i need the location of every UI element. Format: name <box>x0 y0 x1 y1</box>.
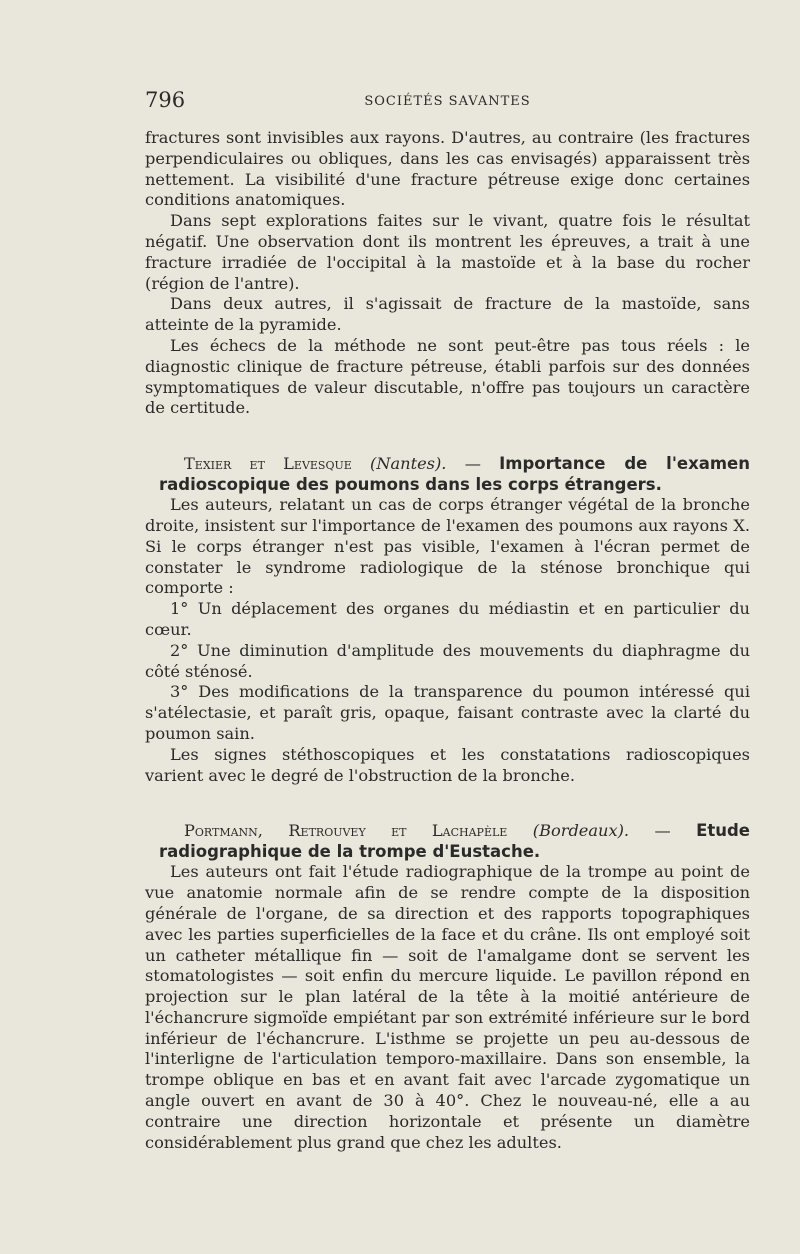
section-heading <box>145 820 750 862</box>
section-title: Importance de l'examen radioscopique des poumons dans les corps étrangers. <box>159 454 750 495</box>
paragraph: 1° Un déplacement des organes du médiastin et en particulier du cœur. <box>145 599 750 639</box>
section-separator: — <box>446 454 500 474</box>
paragraph: Dans deux autres, il s'agissait de fracture de la mastoïde, sans atteinte de la pyramide. <box>145 294 750 335</box>
section-place: (Bordeaux). <box>532 821 630 841</box>
paragraph: Les auteurs, relatant un cas de corps étranger végétal de la bronche droite, insistent sur l'importance de l'examen des poumons aux rayons X. Si le corps étranger n'est pas visible, l'examen à l'écran permet de constater le syndrome radiologique de la sténose bronchique qui comporte : <box>145 495 750 598</box>
section-place: (Nantes). <box>370 454 447 474</box>
page-header <box>145 88 750 118</box>
section-heading <box>145 453 750 495</box>
body-text <box>145 128 750 1153</box>
section-title: Etude radiographique de la trompe d'Eustache. <box>159 821 750 862</box>
section-separator: — <box>629 821 697 841</box>
section-authors: Texier et Levesque <box>184 454 352 474</box>
paragraph: 3° Des modifications de la transparence du poumon intéressé qui s'atélectasie, et paraît gris, opaque, faisant contraste avec la clarté du poumon sain. <box>145 682 750 743</box>
paragraph: fractures sont invisibles aux rayons. D'autres, au contraire (les fractures perpendiculaires ou obliques, dans les cas envisagés) apparaissent très nettement. La visibilité d'une fracture pétreuse exige donc certaines conditions anatomiques. <box>145 128 750 210</box>
paragraph: 2° Une diminution d'amplitude des mouvements du diaphragme du côté sténosé. <box>145 640 750 681</box>
section-authors: Portmann, Retrouvey et Lachapèle <box>184 821 508 841</box>
page-number: 796 <box>145 88 186 112</box>
running-title: SOCIÉTÉS SAVANTES <box>364 94 531 109</box>
paragraph: Les échecs de la méthode ne sont peut-être pas tous réels : le diagnostic clinique de fracture pétreuse, établi parfois sur des données symptomatiques de valeur discutable, n'offre pas toujours un caractère de certitude. <box>145 335 750 418</box>
paragraph: Dans sept explorations faites sur le vivant, quatre fois le résultat négatif. Une observation dont ils montrent les épreuves, a trait à une fracture irradiée de l'occipital à la mastoïde et à la base du rocher (région de l'antre). <box>145 211 750 293</box>
paragraph: Les auteurs ont fait l'étude radiographique de la trompe au point de vue anatomie normale afin de se rendre compte de la disposition générale de l'organe, de sa direction et des rapports topographiques avec les parties superficielles de la face et du crâne. Ils ont employé soit un catheter métallique fin — soit de l'amalgame dont se servent les stomatologistes — soit enfin du mercure liquide. Le pavillon répond en projection sur le plan latéral de la tête à la moitié antérieure de l'échancrure sigmoïde empiétant par son extrémité inférieure sur le bord inférieur de l'échancrure. L'isthme se projette un peu au-dessous de l'interligne de l'articulation temporo-maxillaire. Dans son ensemble, la trompe oblique en bas et en avant fait avec l'arcade zygomatique un angle ouvert en avant de 30 à 40°. Chez le nouveau-né, elle a au contraire une direction horizontale et présente un diamètre considérablement plus grand que chez les adultes. <box>145 862 750 1152</box>
paragraph: Les signes stéthoscopiques et les constatations radioscopiques varient avec le degré de l'obstruction de la bronche. <box>145 744 750 785</box>
